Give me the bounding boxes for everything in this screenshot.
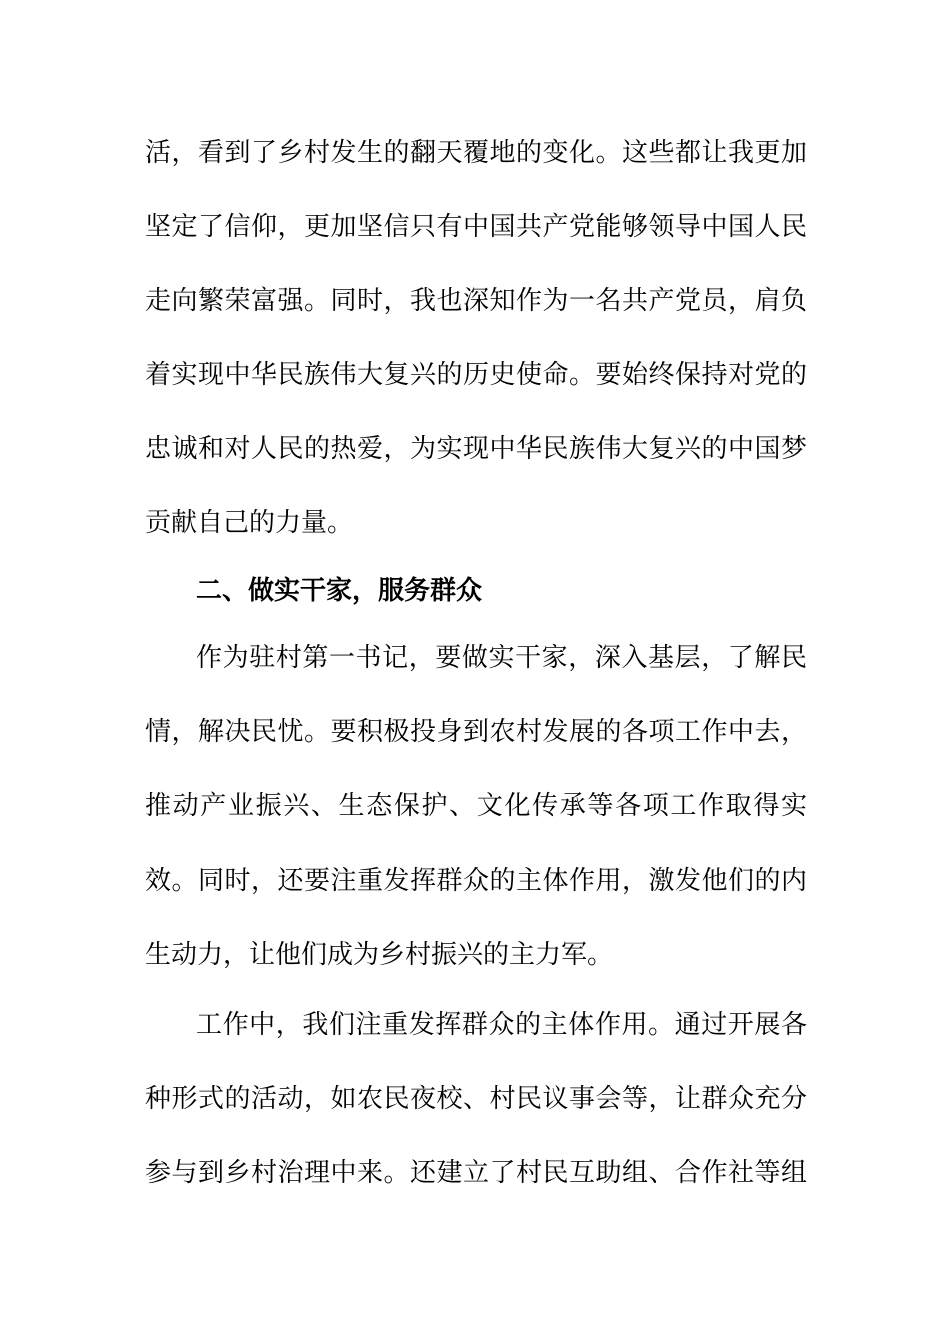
paragraph-1-line-3: 走向繁荣富强。同时，我也深知作为一名共产党员，肩负 xyxy=(145,286,807,316)
paragraph-3-line-3: 参与到乡村治理中来。还建立了村民互助组、合作社等组 xyxy=(145,1158,807,1188)
paragraph-3-line-2: 种形式的活动，如农民夜校、村民议事会等，让群众充分 xyxy=(145,1084,807,1114)
paragraph-2-line-3: 推动产业振兴、生态保护、文化传承等各项工作取得实 xyxy=(145,791,807,821)
section-heading: 二、做实干家，服务群众 xyxy=(196,576,483,606)
paragraph-2-line-4: 效。同时，还要注重发挥群众的主体作用，激发他们的内 xyxy=(145,866,807,896)
paragraph-1-line-6: 贡献自己的力量。 xyxy=(145,508,354,538)
paragraph-1-line-4: 着实现中华民族伟大复兴的历史使命。要始终保持对党的 xyxy=(145,360,807,390)
paragraph-2-line-2: 情，解决民忧。要积极投身到农村发展的各项工作中去， xyxy=(145,717,807,747)
paragraph-1-line-1: 活，看到了乡村发生的翻天覆地的变化。这些都让我更加 xyxy=(145,138,807,168)
paragraph-2-line-5: 生动力，让他们成为乡村振兴的主力军。 xyxy=(145,940,614,970)
paragraph-1-line-5: 忠诚和对人民的热爱，为实现中华民族伟大复兴的中国梦 xyxy=(145,434,807,464)
paragraph-2-line-1: 作为驻村第一书记，要做实干家，深入基层，了解民 xyxy=(196,643,807,673)
paragraph-3-line-1: 工作中，我们注重发挥群众的主体作用。通过开展各 xyxy=(196,1010,807,1040)
paragraph-1-line-2: 坚定了信仰，更加坚信只有中国共产党能够领导中国人民 xyxy=(145,212,807,242)
